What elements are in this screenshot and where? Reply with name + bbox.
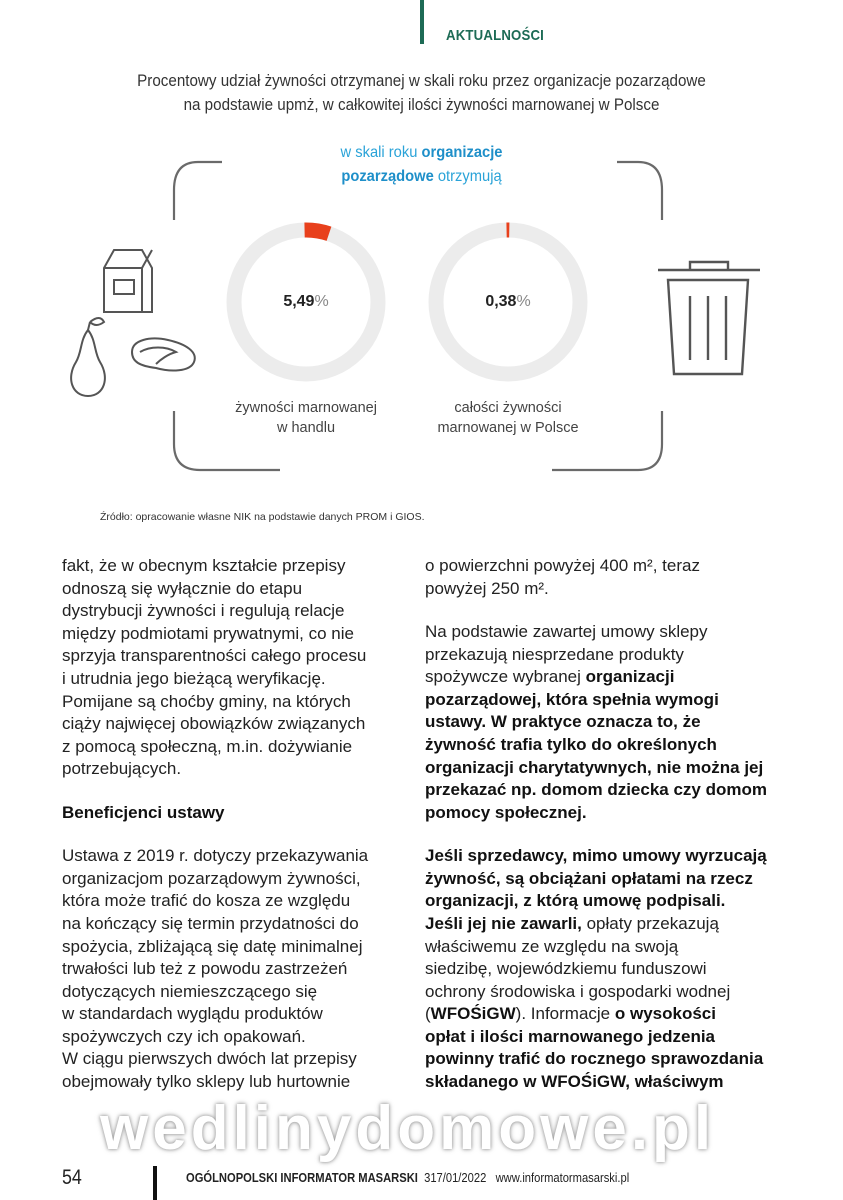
text-line — [62, 1071, 368, 1094]
text-line — [62, 1003, 368, 1026]
bold-text: opłat i ilości marnowanego jedzenia — [425, 1026, 716, 1046]
bold-text: pomocy społecznej. — [425, 802, 587, 822]
donut-number: 5,49 — [283, 293, 315, 310]
bold-text: Beneficjenci ustawy — [62, 802, 225, 822]
bold-text: żywność trafia tylko do określonych — [425, 734, 717, 754]
text-line — [425, 578, 767, 601]
infographic-title-line-2: na podstawie upmż, w całkowitej ilości żywności marnowanej w Polsce — [183, 96, 660, 114]
website-link[interactable]: www.informatormasarski.pl — [495, 1170, 630, 1185]
bold-text: składanego w WFOŚiGW, właściwym — [425, 1072, 724, 1092]
text: ochrony środowiska i gospodarki wodnej — [425, 981, 731, 1001]
text-line — [425, 1026, 767, 1049]
bold-text: organizacji charytatywnych, nie można jej — [425, 757, 764, 777]
text-line — [62, 868, 368, 891]
text-line — [62, 845, 368, 868]
paragraph-gap — [62, 781, 368, 802]
text-line — [62, 645, 368, 668]
text: trwałości lub też z powodu zastrzeżeń — [62, 959, 348, 979]
text: dystrybucji żywności i regulują relacje — [62, 601, 345, 621]
heading-bold: pozarządowe — [341, 168, 434, 185]
text: spożywcze wybranej — [425, 667, 586, 687]
text: odnoszą się wyłącznie do etapu — [62, 578, 303, 598]
donut-1-value — [246, 293, 366, 311]
text-column-right — [425, 555, 767, 1094]
text-line — [62, 802, 368, 825]
donut-2-caption — [408, 398, 608, 438]
text-line — [425, 621, 767, 644]
text-line — [62, 1026, 368, 1049]
text: właściwemu ze względu na swoją — [425, 936, 679, 956]
bold-text: o wysokości — [614, 1004, 716, 1024]
bold-text: pozarządowej, która spełnia wymogi — [425, 689, 719, 709]
paragraph-gap — [425, 600, 767, 621]
donut-value-arc — [305, 230, 329, 234]
text-line — [425, 981, 767, 1004]
issue-number: 317/01/2022 — [424, 1170, 487, 1185]
text: i utrudnia jego bieżącą weryfikację. — [62, 668, 326, 688]
text: spożywczych czy ich opakowań. — [62, 1026, 306, 1046]
text: fakt, że w obecnym kształcie przepisy — [62, 556, 346, 575]
text: ciąży najwięcej obowiązków związanych — [62, 714, 366, 734]
footer — [186, 1170, 629, 1186]
text-line — [62, 913, 368, 936]
text-line — [62, 713, 368, 736]
donut-unit: % — [516, 293, 531, 310]
text-line — [425, 845, 767, 868]
bold-text: żywność, są obciążani opłatami na rzecz — [425, 868, 753, 888]
text: ( — [425, 1004, 431, 1024]
text-line — [425, 1003, 767, 1026]
page-number: 54 — [62, 1166, 82, 1189]
text-line — [425, 1048, 767, 1071]
text: w standardach wyglądu produktów — [62, 1004, 323, 1024]
text-line — [425, 711, 767, 734]
text-line — [425, 666, 767, 689]
heading-text: w skali roku — [340, 144, 422, 161]
footer-bar — [153, 1166, 157, 1200]
text-line — [425, 644, 767, 667]
text: opłaty przekazują — [581, 913, 719, 933]
text-line — [425, 936, 767, 959]
text: spożycia, zbliżającą się datę minimalnej — [62, 936, 363, 956]
text-line — [62, 668, 368, 691]
text: która może trafić do kosza ze względu — [62, 891, 351, 911]
text-line — [62, 555, 368, 578]
text: powyżej 250 m². — [425, 578, 549, 598]
text: organizacjom pozarządowym żywności, — [62, 868, 361, 888]
text-line — [425, 913, 767, 936]
text-line — [62, 691, 368, 714]
bold-text: Jeśli sprzedawcy, mimo umowy wyrzucają — [425, 846, 767, 866]
text-line — [62, 936, 368, 959]
text-line — [62, 958, 368, 981]
watermark: wedlinydomowe.pl — [100, 1094, 716, 1163]
text-line — [62, 623, 368, 646]
text: przekazują niesprzedane produkty — [425, 644, 684, 664]
bold-text: Jeśli jej nie zawarli, — [425, 913, 582, 933]
text: sprzyja transparentności całego procesu — [62, 646, 367, 666]
text: Pomijane są choćby gminy, na których — [62, 691, 351, 711]
text-line — [62, 981, 368, 1004]
magazine-name: OGÓLNOPOLSKI INFORMATOR MASARSKI — [186, 1170, 418, 1185]
text-line — [425, 689, 767, 712]
text-line — [425, 890, 767, 913]
text-line — [62, 600, 368, 623]
caption-line: żywności marnowanej — [235, 400, 377, 416]
text-line — [62, 1048, 368, 1071]
text-line — [425, 958, 767, 981]
source-note: Źródło: opracowanie własne NIK na podstawie danych PROM i GIOS. — [100, 511, 425, 523]
text: obejmowały tylko sklepy lub hurtownie — [62, 1072, 351, 1092]
text-line — [425, 868, 767, 891]
text: o powierzchni powyżej 400 m², teraz — [425, 556, 700, 575]
bold-text: organizacji — [585, 667, 675, 687]
caption-line: marnowanej w Polsce — [437, 420, 579, 436]
caption-line: w handlu — [276, 420, 336, 436]
bold-text: powinny trafić do rocznego sprawozdania — [425, 1049, 764, 1069]
text-line — [62, 736, 368, 759]
section-label: AKTUALNOŚCI — [446, 27, 545, 44]
infographic-title-line-1: Procentowy udział żywności otrzymanej w skali roku przez organizacje pozarządowe — [137, 72, 706, 90]
text-line — [62, 758, 368, 781]
text: W ciągu pierwszych dwóch lat przepisy — [62, 1049, 357, 1069]
heading-text: otrzymują — [433, 168, 502, 185]
text-line — [425, 555, 767, 578]
text-line — [62, 578, 368, 601]
donut-2-value — [448, 293, 568, 311]
text-column-left — [62, 555, 368, 1094]
bold-text: WFOŚiGW — [430, 1004, 516, 1024]
text-line — [425, 1071, 767, 1094]
text: ). Informacje — [515, 1004, 615, 1024]
bold-text: ustawy. W praktyce oznacza to, że — [425, 712, 701, 732]
text-line — [425, 779, 767, 802]
donut-1-caption — [206, 398, 406, 438]
text: dotyczących niemieszczącego się — [62, 981, 318, 1001]
text: na kończący się termin przydatności do — [62, 913, 359, 933]
paragraph-gap — [62, 824, 368, 845]
text: Ustawa z 2019 r. dotyczy przekazywania — [62, 846, 369, 866]
bold-text: przekazać np. domom dziecka czy domom — [425, 780, 767, 800]
caption-line: całości żywności — [454, 400, 562, 416]
heading-bold: organizacje — [421, 144, 503, 161]
donut-number: 0,38 — [485, 293, 517, 310]
text-line — [425, 757, 767, 780]
paragraph-gap — [425, 824, 767, 845]
text: między podmiotami prywatnymi, co nie — [62, 623, 354, 643]
donut-unit: % — [314, 293, 329, 310]
text: Na podstawie zawartej umowy sklepy — [425, 621, 708, 641]
bold-text: organizacji, z którą umowę podpisali. — [425, 891, 726, 911]
text: potrzebujących. — [62, 759, 182, 779]
text: siedzibę, wojewódzkiemu funduszowi — [425, 959, 707, 979]
text-line — [425, 802, 767, 825]
text: z pomocą społeczną, m.in. dożywianie — [62, 736, 353, 756]
text-line — [62, 890, 368, 913]
text-line — [425, 734, 767, 757]
